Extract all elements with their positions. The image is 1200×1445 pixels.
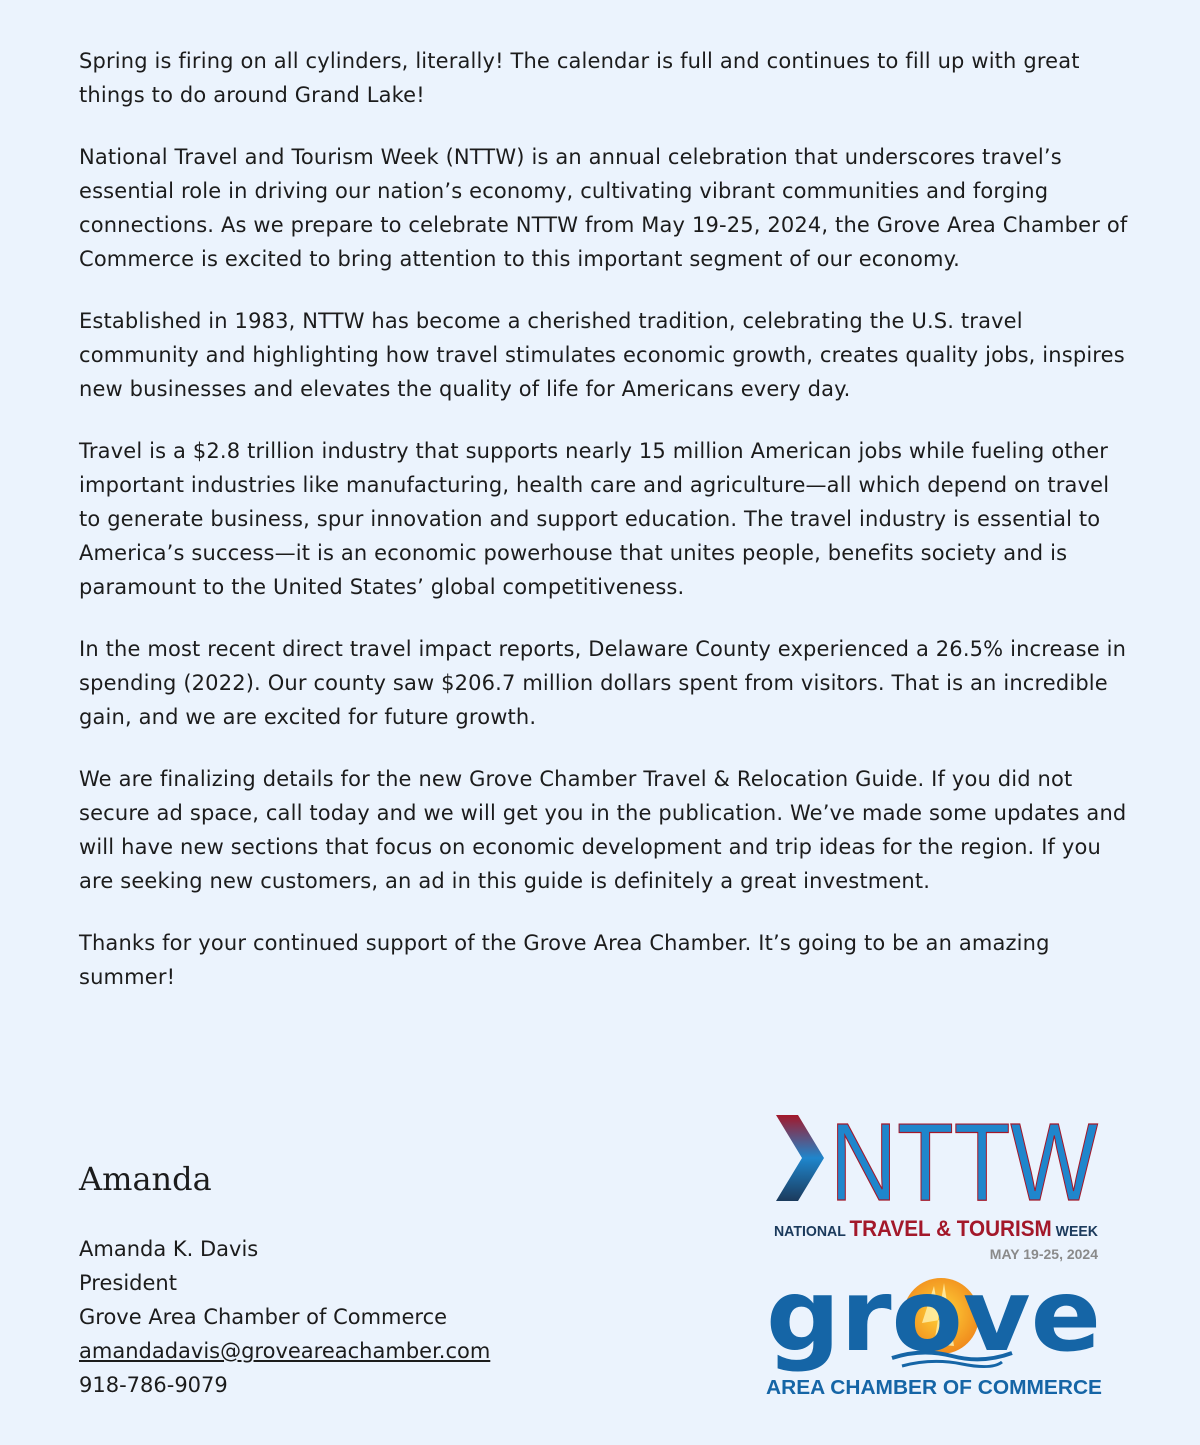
logos	[762, 1108, 1107, 1412]
nttw-logo	[762, 1108, 1107, 1408]
paragraph: We are finalizing details for the new Grove Chamber Travel & Relocation Guide. If you did not secure ad space, call today and we will get you in the publication. We’ve made some updates and will have new sections that focus on economic development and trip ideas for the region. If you are seeking new customers, an ad in this guide is definitely a great investment.	[79, 767, 1127, 893]
letter-body	[79, 44, 1129, 1022]
paragraph: In the most recent direct travel impact reports, Delaware County experienced a 26.5% increase in spending (2022). Our county saw $206.7 million dollars spent from visitors. That is an incredible gain, and we are excited for future growth.	[79, 637, 1127, 729]
chevron-icon	[776, 1115, 824, 1201]
nttw-national: NATIONAL	[774, 1223, 851, 1240]
contact-phone: 918-786-9079	[79, 1373, 228, 1397]
signature: Amanda	[79, 1160, 212, 1198]
paragraph: Established in 1983, NTTW has become a cherished tradition, celebrating the U.S. travel community and highlighting how travel stimulates economic growth, creates quality jobs, inspires new businesses and elevates the quality of life for Americans every day.	[79, 309, 1125, 401]
grove-wordmark: grove	[766, 1257, 1101, 1374]
nttw-mark: NTTW	[830, 1108, 1099, 1224]
contact-org: Grove Area Chamber of Commerce	[79, 1305, 448, 1329]
paragraph: Thanks for your continued support of the Grove Area Chamber. It’s going to be an amazing summer!	[79, 931, 1050, 989]
email-link[interactable]: amandadavis@groveareachamber.com	[79, 1339, 491, 1363]
svg-text:NATIONAL TRAVEL & TOURIS	[774, 1216, 1101, 1241]
paragraph: Spring is firing on all cylinders, literally! The calendar is full and continues to fill up with great things to do around Grand Lake!	[79, 49, 1080, 107]
nttw-week: WEEK	[1055, 1223, 1101, 1240]
nttw-dates: MAY 19-25, 2024	[989, 1246, 1098, 1262]
paragraph: Travel is a $2.8 trillion industry that supports nearly 15 million American jobs while fueling other important industries like manufacturing, health care and agriculture—all which depend on travel to generate business, spur innovation and support education. The travel industry is essential to America’s success—it is an economic powerhouse that unites people, benefits society and is paramount to the United States’ global competitiveness.	[79, 439, 1110, 599]
grove-subtitle: AREA CHAMBER OF COMMERCE	[766, 1377, 1102, 1399]
contact-name: Amanda K. Davis	[79, 1237, 259, 1261]
contact-block	[79, 1232, 490, 1402]
contact-title: President	[79, 1271, 177, 1295]
paragraph: National Travel and Tourism Week (NTTW) is an annual celebration that underscores travel’s essential role in driving our nation’s economy, cultivating vibrant communities and forging connections. As we prepare to celebrate NTTW from May 19-25, 2024, the Grove Area Chamber of Commerce is excited to bring attention to this important segment of our economy.	[79, 145, 1128, 271]
nttw-travel-tourism: TRAVEL & TOURISM	[849, 1216, 1065, 1241]
